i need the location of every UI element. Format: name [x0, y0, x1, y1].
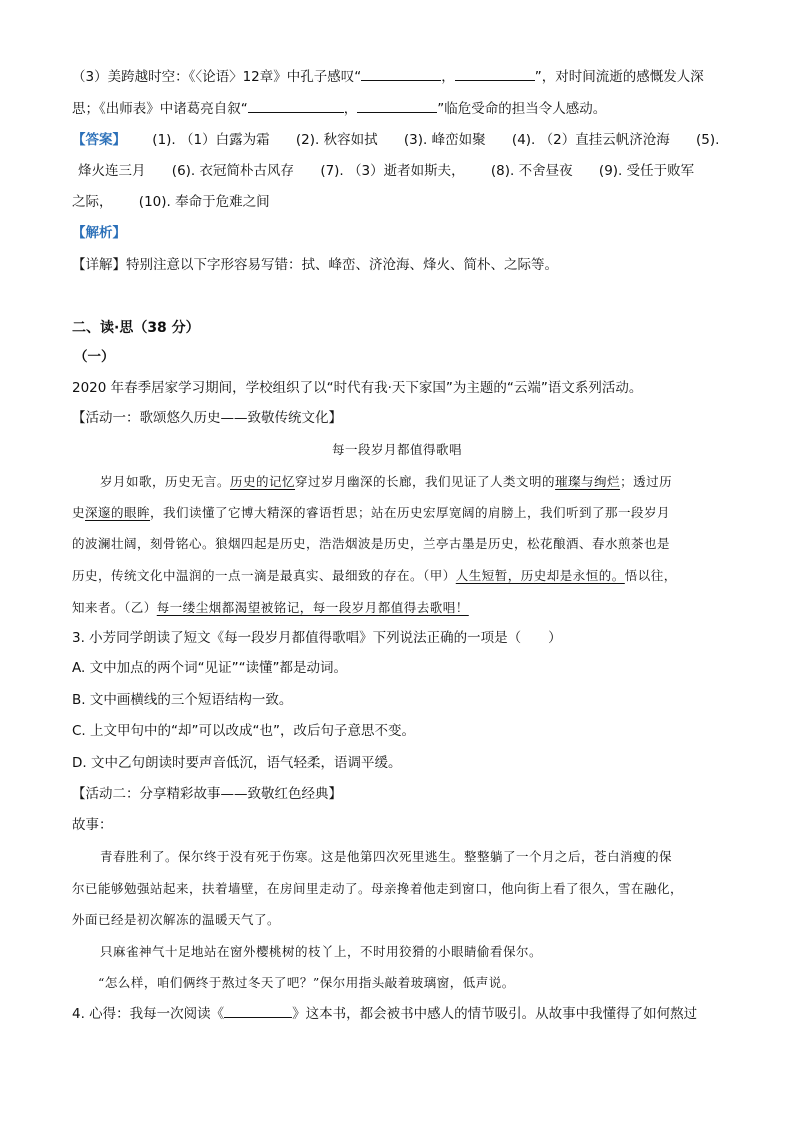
- analysis-detail: 【详解】特别注意以下字形容易写错：拭、峰峦、济沧海、烽火、简朴、之际等。: [72, 257, 558, 273]
- story-line: 尔已能够勉强站起来，扶着墙壁，在房间里走动了。母亲搀着他走到窗口，他向街上看了很久，雪在融化，: [72, 881, 684, 896]
- essay-text: 历史，传统文化中温润的一点一滴是最真实、最细致的存在。（甲）: [72, 568, 456, 583]
- underlined-phrase: 历史的记忆: [230, 474, 296, 489]
- story-line: 青春胜利了。保尔终于没有死于伤寒。这是他第四次死里逃生。整整躺了一个月之后，苍白消瘦的保: [100, 849, 673, 864]
- essay-text: 史: [72, 505, 86, 520]
- answer-blank[interactable]: [224, 1003, 292, 1018]
- q3-option-c[interactable]: C. 上文甲句中的“却”可以改成“也”，改后句子意思不变。: [72, 723, 415, 739]
- essay-text: ；透过历: [620, 474, 673, 489]
- answer-blank[interactable]: [361, 66, 441, 81]
- answer-item: (10). 奉命于危难之间: [138, 194, 270, 210]
- answer-item: (5).: [696, 132, 720, 148]
- essay-text: 岁月如歌，历史无言。: [100, 474, 231, 489]
- activity1-heading: 【活动一：歌颂悠久历史——致敬传统文化】: [72, 410, 342, 426]
- story-line: “怎么样，咱们俩终于熬过冬天了吧？”保尔用指头敲着玻璃窗，低声说。: [98, 975, 515, 990]
- essay-text: 悟以往，: [624, 568, 677, 583]
- q3-option-d[interactable]: D. 文中乙句朗读时要声音低沉，语气轻柔，语调平缓。: [72, 755, 402, 771]
- essay-line3: 的波澜壮阔，刻骨铭心。狼烟四起是历史，浩浩烟波是历史，兰亭古墨是历史，松花酿酒、春水煎茶也是: [72, 536, 671, 551]
- answer-item: (6). 衣冠简朴古风存: [171, 163, 295, 179]
- answer-blank[interactable]: [248, 98, 344, 113]
- story-label: 故事：: [72, 817, 113, 833]
- answer-item: (3). 峰峦如聚: [403, 132, 486, 148]
- essay-title: 每一段岁月都值得歌唱: [331, 442, 462, 457]
- section-intro: 2020 年春季居家学习期间，学校组织了以“时代有我·天下家国”为主题的“云端”语文系列活动。: [72, 380, 643, 396]
- q4-suffix: 》这本书，都会被书中感人的情节吸引。从故事中我懂得了如何熬过: [292, 1006, 698, 1022]
- q3-stem: 3. 小芳同学朗读了短文《每一段岁月都值得歌唱》下列说法正确的一项是（ ）: [72, 630, 562, 646]
- activity2-heading: 【活动二：分享精彩故事——致敬红色经典】: [72, 786, 342, 802]
- part-heading: （一）: [74, 349, 115, 365]
- answer-item: (2). 秋容如拭: [295, 132, 378, 148]
- essay-text: 知来者。（乙）: [72, 600, 157, 615]
- q2-item3-line2-prefix: 思；《出师表》中诸葛亮自叙“: [72, 101, 248, 117]
- story-line: 外面已经是初次解冻的温暖天气了。: [72, 912, 281, 927]
- q2-item3-line2: [72, 98, 732, 119]
- answer-item: (8). 不舍昼夜: [490, 163, 573, 179]
- answer-line1: [72, 130, 732, 150]
- q2-item3-prefix: （3）美跨越时空：《〈论语〉12章》中孔子感叹“: [72, 69, 362, 85]
- answer-blank[interactable]: [455, 66, 535, 81]
- essay-line2: [72, 503, 732, 523]
- q2-item3-suffix: ”，对时间流逝的感慨发人深: [534, 69, 704, 85]
- q3-option-a[interactable]: A. 文中加点的两个词“见证”“读懂”都是动词。: [72, 660, 348, 676]
- essay-line1: [100, 472, 720, 492]
- answer-item: (7). （3）逝者如斯夫，: [320, 163, 465, 179]
- sentence-yi: 每一缕尘烟都渴望被铭记，每一段岁月都值得去歌唱！: [156, 600, 469, 615]
- section-heading: 二、读·思（38 分）: [72, 320, 200, 336]
- analysis-tag: 【解析】: [72, 225, 126, 241]
- underlined-phrase: 璀璨与绚烂: [555, 474, 621, 489]
- separator: ，: [441, 69, 455, 85]
- essay-text: ，我们读懂了它博大精深的睿语哲思；站在历史宏厚宽阔的肩膀上，我们听到了那一段岁月: [150, 505, 671, 520]
- answer-item: (9). 受任于败军: [598, 163, 695, 179]
- answer-blank[interactable]: [357, 98, 437, 113]
- q2-item3-line1: [72, 66, 732, 87]
- separator: ，: [343, 101, 358, 117]
- answer-item: (1). （1）白露为霜: [152, 132, 270, 148]
- q3-option-b[interactable]: B. 文中画横线的三个短语结构一致。: [72, 692, 293, 708]
- essay-line4: [72, 566, 732, 586]
- answer-line2: [78, 161, 738, 181]
- sentence-jia: 人生短暂，历史却是永恒的。: [455, 568, 625, 583]
- q2-item3-line2-suffix: ”临危受命的担当令人感动。: [437, 101, 607, 117]
- essay-line5: [72, 598, 732, 618]
- story-line: 只麻雀神气十足地站在窗外樱桃树的枝丫上，不时用狡猾的小眼睛偷看保尔。: [100, 944, 543, 959]
- answer-line3: [72, 192, 732, 212]
- answer-item: 之际，: [72, 194, 113, 210]
- q4-prefix: 4. 心得：我每一次阅读《: [72, 1006, 225, 1022]
- answer-tag: 【答案】: [72, 132, 126, 148]
- underlined-phrase: 深邃的眼眸: [85, 505, 151, 520]
- essay-text: 穿过岁月幽深的长廊，我们见证了人类文明的: [295, 474, 556, 489]
- answer-item: 烽火连三月: [78, 163, 146, 179]
- q4-line: [72, 1003, 732, 1024]
- answer-item: (4). （2）直挂云帆济沧海: [511, 132, 670, 148]
